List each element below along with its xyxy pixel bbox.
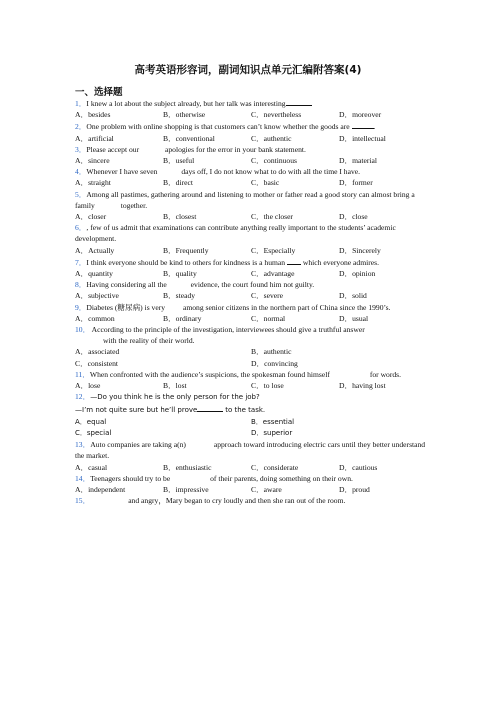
question-number: 11． <box>75 369 90 379</box>
option-c: C．severe <box>251 291 284 301</box>
option-c: C．consistent <box>75 358 119 368</box>
question-stem: Having considering all the <box>86 280 167 290</box>
section-heading: 一、选择题 <box>75 87 123 98</box>
answer-blank <box>287 256 301 265</box>
option-a: A．independent <box>75 484 126 494</box>
option-c: C．advantage <box>251 269 295 279</box>
question-number: 13． <box>75 440 91 450</box>
options <box>75 313 427 324</box>
options <box>75 380 427 391</box>
options <box>75 109 427 120</box>
option-b: B．useful <box>163 156 195 166</box>
question-stem: According to the principle of the investigation, interviewees should give a truthful answer <box>91 325 365 335</box>
question-stem: Whenever I have seven <box>86 167 158 177</box>
question-14 <box>75 473 427 495</box>
option-a: A．artificial <box>75 133 114 143</box>
question-list <box>75 97 427 506</box>
option-b: B．essential <box>251 417 295 426</box>
options <box>75 346 427 368</box>
question-stem: , few of us admit that examinations can contribute anything really important to the students’ academic development. <box>75 223 396 244</box>
option-b: B．ordinary <box>163 313 202 323</box>
option-a: A．straight <box>75 178 111 188</box>
question-stem: One problem with online shopping is that customers can’t know whether the goods are <box>86 122 350 132</box>
option-c: C．to lose <box>251 381 284 391</box>
question-stem: Teenagers should try to be <box>90 473 171 483</box>
question-stem-end: which everyone admires. <box>302 257 379 267</box>
question-stem-end: . <box>373 122 376 132</box>
question-12 <box>75 391 427 439</box>
question-number: 5． <box>75 189 87 199</box>
option-a: A．lose <box>75 381 101 391</box>
option-a: A．Actually <box>75 245 115 255</box>
option-d: D．intellectual <box>339 133 386 143</box>
page-title: 高考英语形容词，副词知识点单元汇编附答案(4) <box>134 64 362 76</box>
option-b: B．closest <box>163 212 197 222</box>
option-c: C．authentic <box>251 133 292 143</box>
option-a: A．sincere <box>75 156 110 166</box>
question-2 <box>75 120 427 143</box>
option-b: B．impressive <box>163 484 209 494</box>
option-b: B．lost <box>163 381 187 391</box>
options <box>75 290 427 301</box>
question-stem-line2: —I’m not quite sure but he’ll prove <box>75 406 198 415</box>
question-stem-end: days off, I do not know what to do with all the time I have. <box>181 167 361 177</box>
question-6 <box>75 222 427 256</box>
question-10 <box>75 324 427 369</box>
option-b: B．enthusiastic <box>163 462 212 472</box>
question-3 <box>75 144 427 166</box>
question-11 <box>75 369 427 391</box>
options <box>75 133 427 144</box>
option-d: D．cautious <box>339 462 378 472</box>
question-15 <box>75 495 427 506</box>
question-5 <box>75 189 427 223</box>
options <box>75 155 427 166</box>
option-d: D．close <box>339 212 368 222</box>
question-stem-end: for words. <box>369 369 402 379</box>
option-c: C．special <box>75 428 112 437</box>
option-d: D．Sincerely <box>339 245 381 255</box>
question-stem-end: apologies for the error in your bank statement. <box>165 144 306 154</box>
question-stem-end: with the reality of their world. <box>103 336 195 346</box>
question-8 <box>75 279 427 301</box>
question-9 <box>75 302 427 324</box>
option-b: B．conventional <box>163 133 215 143</box>
question-stem-end: of their parents, doing something on their own. <box>210 473 353 483</box>
question-stem: Diabetes (糖尿病) is very <box>86 302 166 312</box>
option-d: D．usual <box>339 313 369 323</box>
question-13 <box>75 439 427 473</box>
question-stem: and angry，Mary began to cry loudly and then she ran out of the room. <box>128 496 346 506</box>
option-c: C．aware <box>251 484 282 494</box>
option-d: D．former <box>339 178 373 188</box>
question-number: 3． <box>75 144 87 154</box>
option-b: B．authentic <box>251 347 292 357</box>
option-d: D．opinion <box>339 269 376 279</box>
option-c: C．nevertheless <box>251 110 302 120</box>
question-stem-end: among senior citizens in the northern part of China since the 1990’s. <box>182 302 391 312</box>
question-stem-end: together. <box>120 200 148 210</box>
options <box>75 177 427 188</box>
question-number: 14． <box>75 473 91 483</box>
options <box>75 462 427 473</box>
options <box>75 245 427 256</box>
option-a: A．associated <box>75 347 120 357</box>
option-d: D．material <box>339 156 377 166</box>
options <box>75 211 427 222</box>
options <box>75 417 427 439</box>
answer-blank <box>286 97 312 106</box>
question-stem: Please accept our <box>86 144 140 154</box>
question-1 <box>75 97 427 120</box>
question-number: 8． <box>75 280 87 290</box>
question-stem: —Do you think he is the only person for the job? <box>90 393 260 402</box>
option-a: A．equal <box>75 417 107 426</box>
question-stem: I knew a lot about the subject already, but her talk was interesting <box>86 99 286 108</box>
option-d: D．proud <box>339 484 370 494</box>
option-c: C．normal <box>251 313 286 323</box>
question-stem-end: to the task. <box>225 406 266 415</box>
question-4 <box>75 166 427 188</box>
option-d: D．moreover <box>339 110 382 120</box>
option-c: C．the closer <box>251 212 293 222</box>
question-number: 1． <box>75 99 87 108</box>
option-b: B．direct <box>163 178 193 188</box>
answer-blank <box>352 120 376 132</box>
question-stem-end: evidence, the court found him not guilty. <box>190 280 315 290</box>
question-number: 12． <box>75 392 91 402</box>
question-number: 9． <box>75 302 87 312</box>
question-7 <box>75 256 427 279</box>
option-c: C．basic <box>251 178 280 188</box>
option-d: D．superior <box>251 428 293 437</box>
option-a: A．common <box>75 313 115 323</box>
question-stem-end: approach toward introducing electric cars until they better understand the market. <box>75 440 426 461</box>
option-d: D．having lost <box>339 381 386 391</box>
option-a: A．besides <box>75 110 111 120</box>
question-number: 6． <box>75 223 87 233</box>
question-number: 2． <box>75 122 87 132</box>
option-b: B．otherwise <box>163 110 206 120</box>
question-stem: I think everyone should be kind to others for kindness is a human <box>86 257 286 267</box>
option-c: C．considerate <box>251 462 299 472</box>
option-a: A．closer <box>75 212 107 222</box>
question-stem: Among all pastimes, gathering around and listening to mother or father read a good story can almost bring a family <box>75 189 415 210</box>
question-number: 4． <box>75 167 87 177</box>
question-number: 10． <box>75 325 91 335</box>
answer-blank <box>197 403 223 412</box>
option-c: C．continuous <box>251 156 297 166</box>
option-a: A．subjective <box>75 291 119 301</box>
option-a: A．casual <box>75 462 108 472</box>
option-c: C．Especially <box>251 245 296 255</box>
question-number: 15． <box>75 496 91 506</box>
question-number: 7． <box>75 257 87 267</box>
option-d: D．solid <box>339 291 367 301</box>
option-b: B．Frequently <box>163 245 209 255</box>
options <box>75 268 427 279</box>
option-a: A．quantity <box>75 269 113 279</box>
option-b: B．steady <box>163 291 196 301</box>
question-stem: When confronted with the audience’s suspicions, the spokesman found himself <box>89 369 330 379</box>
question-stem: Auto companies are taking a(n) <box>90 440 186 450</box>
option-d: D．convincing <box>251 358 298 368</box>
option-b: B．quality <box>163 269 197 279</box>
options <box>75 484 427 495</box>
